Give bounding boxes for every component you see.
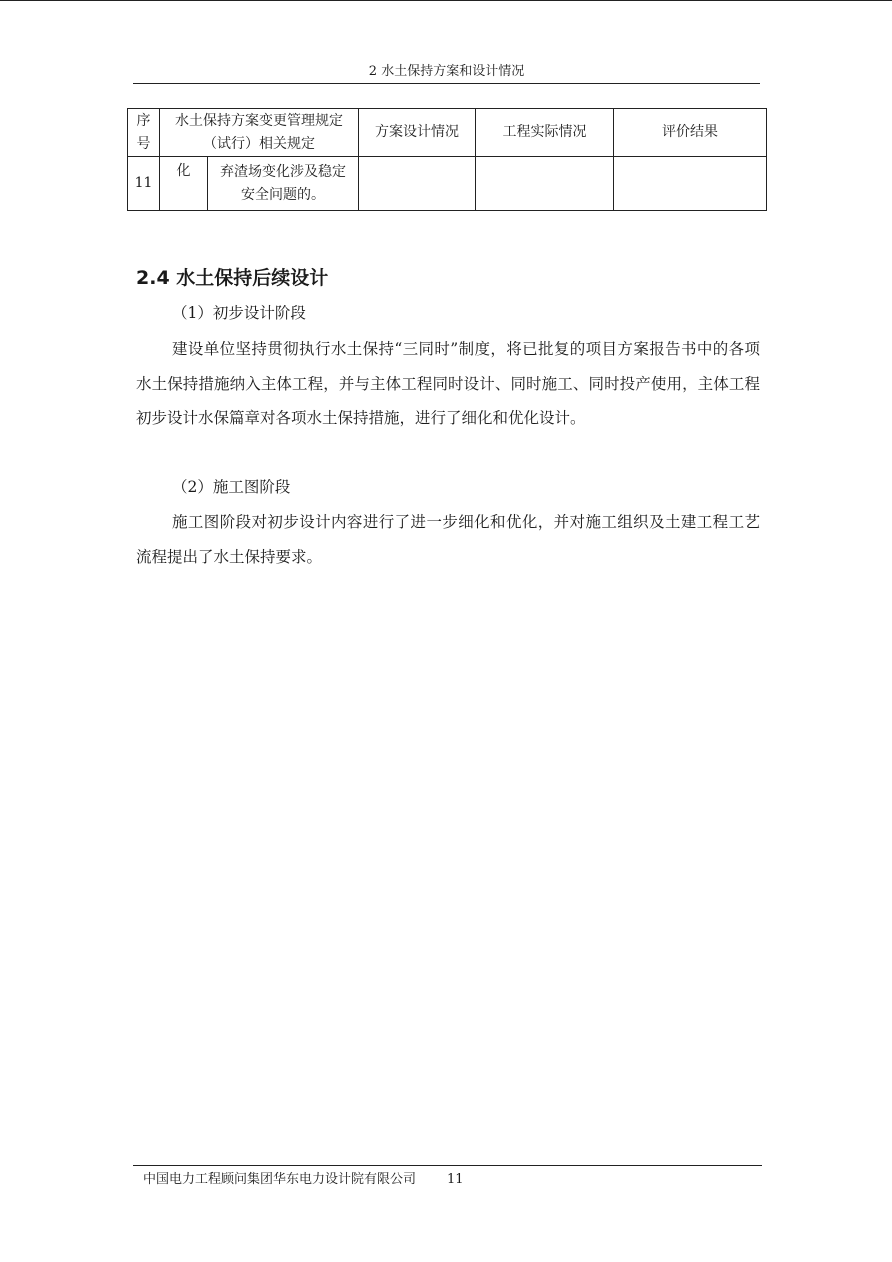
page-number: 11 [447,1172,464,1187]
criteria-table [127,108,767,211]
header-result: 评价结果 [614,109,767,157]
row-plan [359,157,476,211]
header-rule [133,83,760,84]
row-actual [476,157,614,211]
section-heading: 2.4 水土保持后续设计 [136,267,329,289]
subheading-preliminary-design: （1）初步设计阶段 [172,304,306,322]
row-result [614,157,767,211]
table-header-row [128,109,767,157]
table-row [128,157,767,211]
header-rule: 水土保持方案变更管理规定（试行）相关规定 [160,109,359,157]
header-actual: 工程实际情况 [476,109,614,157]
paragraph-construction-drawing: 施工图阶段对初步设计内容进行了进一步细化和优化，并对施工组织及土建工程工艺流程提出了水土保持要求。 [136,513,760,566]
page-top-border [0,0,892,1]
header-no: 序号 [128,109,160,157]
running-header: 2 水土保持方案和设计情况 [368,64,525,79]
header-plan: 方案设计情况 [359,109,476,157]
paragraph-preliminary-design: 建设单位坚持贯彻执行水土保持“三同时”制度，将已批复的项目方案报告书中的各项水土保持措施纳入主体工程，并与主体工程同时设计、同时施工、同时投产使用，主体工程初步设计水保篇章对各项水土保持措施，进行了细化和优化设计。 [136,340,760,427]
footer-company: 中国电力工程顾问集团华东电力设计院有限公司 [143,1172,417,1187]
row-rule: 弃渣场变化涉及稳定安全问题的。 [208,157,359,211]
row-no: 11 [128,157,160,211]
subheading-construction-drawing: （2）施工图阶段 [172,478,291,496]
row-category: 化 [160,157,208,211]
footer-rule [133,1165,762,1166]
